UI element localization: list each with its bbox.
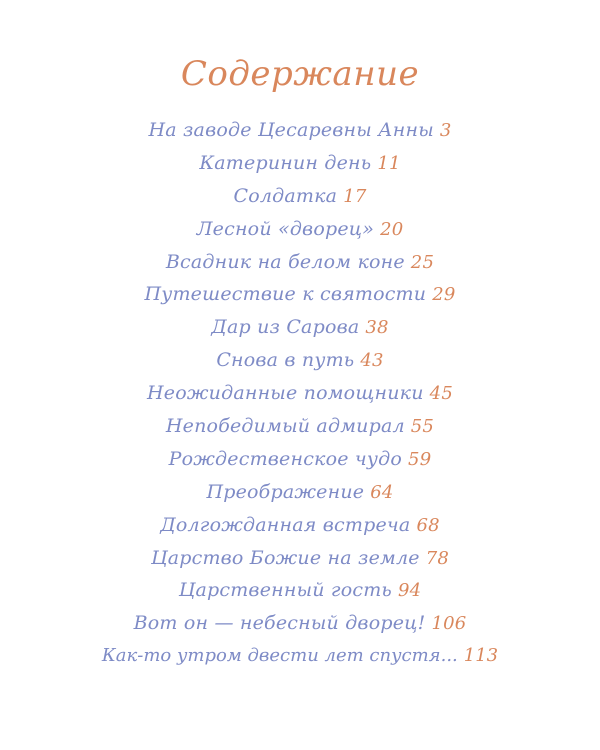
toc-entry-title: Преображение xyxy=(206,480,365,503)
toc-entry-title: Катеринин день xyxy=(199,151,372,174)
toc-entry-title: Дар из Сарова xyxy=(211,316,360,339)
toc-entry-page: 64 xyxy=(370,481,394,503)
toc-entry-page: 94 xyxy=(397,580,422,602)
toc-entry-page: 25 xyxy=(410,251,435,273)
toc-entry[interactable] xyxy=(0,114,600,147)
toc-entry[interactable] xyxy=(0,180,600,213)
toc-entry[interactable] xyxy=(0,377,600,410)
toc-list xyxy=(0,114,600,673)
toc-entry-title: Неожиданные помощники xyxy=(147,382,424,405)
toc-entry[interactable] xyxy=(0,213,600,246)
toc-entry[interactable] xyxy=(0,640,600,673)
toc-entry[interactable] xyxy=(0,311,600,344)
toc-entry[interactable] xyxy=(0,509,600,542)
toc-entry-page: 45 xyxy=(429,383,453,405)
toc-entry-title: На заводе Цесаревны Анны xyxy=(148,119,434,141)
toc-entry-page: 78 xyxy=(425,547,450,569)
toc-entry-title: Снова в путь xyxy=(216,349,355,372)
toc-entry-page: 3 xyxy=(439,120,452,141)
toc-entry-title: Царство Божие на земле xyxy=(150,546,420,569)
toc-entry[interactable] xyxy=(0,607,600,640)
toc-entry-title: Рождественское чудо xyxy=(168,447,403,470)
toc-entry[interactable] xyxy=(0,147,600,180)
toc-entry-page: 68 xyxy=(416,514,440,536)
page-title: Содержание xyxy=(180,54,420,94)
toc-entry-page: 113 xyxy=(463,645,499,667)
toc-entry[interactable] xyxy=(0,344,600,377)
toc-entry-page: 43 xyxy=(360,350,384,372)
toc-entry-page: 38 xyxy=(365,317,389,339)
toc-entry-page: 106 xyxy=(431,613,467,635)
toc-entry[interactable] xyxy=(0,410,600,443)
toc-entry-title: Непобедимый адмирал xyxy=(165,415,405,438)
toc-entry-page: 55 xyxy=(410,416,435,438)
toc-entry-page: 29 xyxy=(432,284,456,306)
toc-entry-title: Вот он — небесный дворец! xyxy=(133,612,426,635)
toc-entry-title: Всадник на белом коне xyxy=(165,250,405,273)
toc-entry[interactable] xyxy=(0,246,600,279)
toc-entry-title: Лесной «дворец» xyxy=(196,217,375,240)
toc-entry-page: 11 xyxy=(377,152,401,174)
toc-entry[interactable] xyxy=(0,574,600,607)
toc-entry-title: Солдатка xyxy=(233,184,338,207)
toc-entry-page: 17 xyxy=(343,185,367,207)
toc-entry-page: 59 xyxy=(408,448,432,470)
toc-entry[interactable] xyxy=(0,443,600,476)
toc-entry[interactable] xyxy=(0,476,600,509)
toc-entry-title: Долгожданная встреча xyxy=(160,513,411,536)
toc-entry-title: Как-то утром двести лет спустя... xyxy=(101,645,458,667)
toc-entry-page: 20 xyxy=(380,218,404,240)
toc-entry-title: Путешествие к святости xyxy=(144,283,427,306)
toc-entry[interactable] xyxy=(0,278,600,311)
toc-entry[interactable] xyxy=(0,542,600,575)
toc-entry-title: Царственный гость xyxy=(178,579,392,602)
